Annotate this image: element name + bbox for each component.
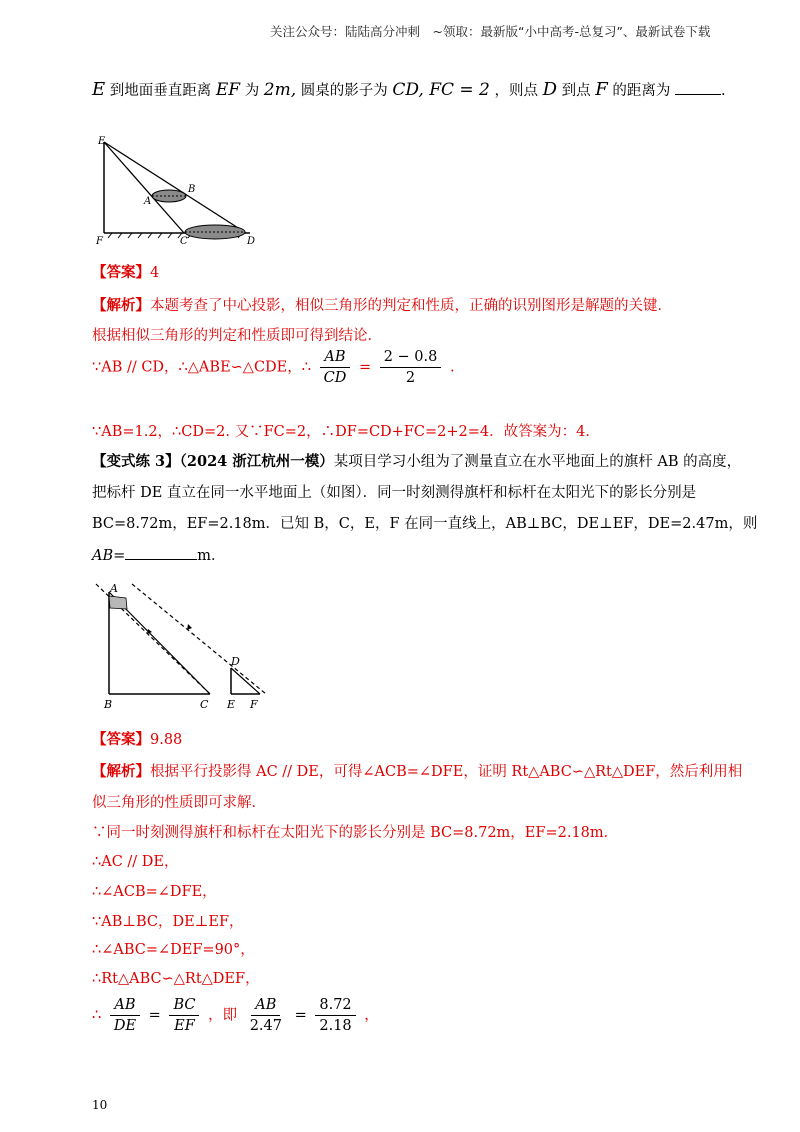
fraction-numerator: BC: [169, 996, 199, 1016]
answer-blank: [125, 545, 197, 560]
analysis-2-line-2: 似三角形的性质即可求解．: [92, 795, 266, 811]
fraction-denominator: 2.18: [319, 1018, 352, 1034]
question-tag: 【变式练 3】（2024 浙江杭州一模）: [92, 453, 334, 470]
analysis-1-line-1: [92, 296, 672, 316]
analysis-text: 根据平行投影得 AC // DE，可得∠ACB=∠DFE，证明 Rt△ABC∽△Rt△DEF，然后利用相: [150, 764, 743, 780]
page-number: 10: [92, 1098, 108, 1112]
height-value: 2m,: [263, 80, 297, 100]
fraction-numerator: AB: [320, 348, 349, 368]
q1-text-d: ，则点: [494, 83, 538, 99]
fig1-label-f: F: [96, 236, 103, 247]
point-e: E: [92, 79, 106, 100]
fraction-numerator: 8.72: [315, 996, 355, 1016]
comma: ，: [364, 1007, 379, 1024]
figure-central-projection: [92, 132, 262, 248]
q1-text-c: 圆桌的影子为: [300, 83, 388, 99]
fig2-label-e: E: [227, 698, 236, 711]
question-2-line-2: 把标杆 DE 直立在同一水平地面上（如图）．同一时刻测得旗杆和标杆在太阳光下的影长分别是: [92, 485, 697, 501]
fig2-label-c: C: [200, 698, 209, 711]
analysis-2-line-3: ∵同一时刻测得旗杆和标杆在太阳光下的影长分别是 BC=8.72m，EF=2.18m．: [92, 825, 619, 841]
analysis-label: 【解析】: [92, 297, 150, 314]
analysis-1-line-2: 根据相似三角形的判定和性质即可得到结论．: [92, 328, 382, 344]
fraction-denominator: CD: [323, 370, 347, 386]
fig1-label-d: D: [247, 236, 256, 247]
point-d: D: [542, 79, 558, 100]
question-2-line-4: [92, 545, 226, 566]
q1-text-e: 到点: [561, 83, 591, 99]
unit: m．: [197, 548, 226, 564]
fraction-numerator: AB: [251, 996, 280, 1016]
equals-sign: =: [358, 359, 372, 376]
question-2-line-1: [92, 452, 741, 472]
analysis-2-line-8: ∴Rt△ABC∽△Rt△DEF，: [92, 971, 260, 987]
fraction-872-218: [315, 996, 355, 1035]
analysis-2-line-5: ∴∠ACB=∠DFE，: [92, 884, 217, 900]
fraction-ab-de: [110, 996, 140, 1035]
answer-label: 【答案】: [92, 731, 150, 748]
q1-text-a: 到地面垂直距离: [109, 83, 212, 99]
segment-ef: EF: [215, 80, 241, 100]
analysis-1-line-4: ∵AB=1.2，∴CD=2. 又∵FC=2，∴DF=CD+FC=2+2=4．故答案为：4．: [92, 424, 600, 440]
fraction-denominator: 2: [405, 370, 416, 386]
fig1-label-c: C: [180, 236, 188, 247]
analysis-2-line-6: ∵AB⊥BC，DE⊥EF，: [92, 914, 244, 930]
fraction-denominator: DE: [113, 1018, 137, 1034]
fraction-numerator: AB: [110, 996, 139, 1016]
analysis-1-line-3: [92, 348, 455, 387]
analysis-2-line-1: [92, 762, 742, 782]
analysis-text: 本题考查了中心投影，相似三角形的判定和性质，正确的识别图形是解题的关键．: [150, 298, 672, 314]
fig1-label-a: A: [144, 196, 152, 207]
figure-parallel-projection: [92, 578, 282, 714]
analysis-label: 【解析】: [92, 763, 150, 780]
equals-sign: =: [148, 1007, 161, 1024]
therefore-sign: ∴: [92, 1007, 102, 1024]
q1-period: .: [720, 83, 726, 99]
q1-text-f: 的距离为: [612, 83, 671, 99]
proof-text: ∵AB // CD，∴△ABE∽△CDE，∴: [92, 359, 311, 376]
fraction-ab-cd: [320, 348, 351, 387]
answer-1: [92, 263, 159, 283]
fig2-label-a: A: [110, 582, 118, 595]
point-f: F: [595, 79, 608, 100]
fig1-label-e: E: [98, 136, 106, 147]
period: .: [449, 359, 455, 376]
answer-value: 4: [150, 265, 160, 281]
fraction-denominator: 2.47: [249, 1018, 282, 1034]
analysis-2-line-7: ∴∠ABC=∠DEF=90°，: [92, 942, 255, 958]
fig2-label-b: B: [104, 698, 113, 711]
answer-value: 9.88: [150, 732, 183, 748]
answer-blank: [675, 80, 721, 95]
fig2-label-d: D: [231, 655, 240, 668]
fig2-label-f: F: [250, 698, 258, 711]
q1-text-b: 为: [244, 83, 260, 99]
question-text: 某项目学习小组为了测量直立在水平地面上的旗杆 AB 的高度，: [333, 454, 742, 470]
ab-label: AB=: [92, 548, 126, 564]
question-1-text: [92, 80, 726, 101]
fraction-numerator: 2 − 0.8: [380, 348, 442, 368]
fig1-label-b: B: [188, 184, 196, 195]
question-2-line-3: BC=8.72m，EF=2.18m．已知 B，C，E，F 在同一直线上，AB⊥BC，DE⊥EF，DE=2.47m，则: [92, 516, 758, 532]
fraction-denominator: EF: [174, 1018, 195, 1034]
answer-2: [92, 730, 182, 750]
namely-text: ，即: [208, 1007, 238, 1024]
fraction-bc-ef: [169, 996, 199, 1035]
equals-sign: =: [294, 1007, 307, 1024]
analysis-2-line-4: ∴AC // DE，: [92, 854, 179, 870]
fraction-ab-247: [246, 996, 286, 1035]
fraction-values: [380, 348, 442, 387]
answer-label: 【答案】: [92, 264, 150, 281]
shadow-expression: CD, FC = 2: [392, 80, 490, 100]
analysis-2-line-9: [92, 996, 379, 1035]
page-header: 关注公众号：陆陆高分冲刺 ~领取：最新版“小中高考-总复习”、最新试卷下载: [270, 24, 711, 39]
